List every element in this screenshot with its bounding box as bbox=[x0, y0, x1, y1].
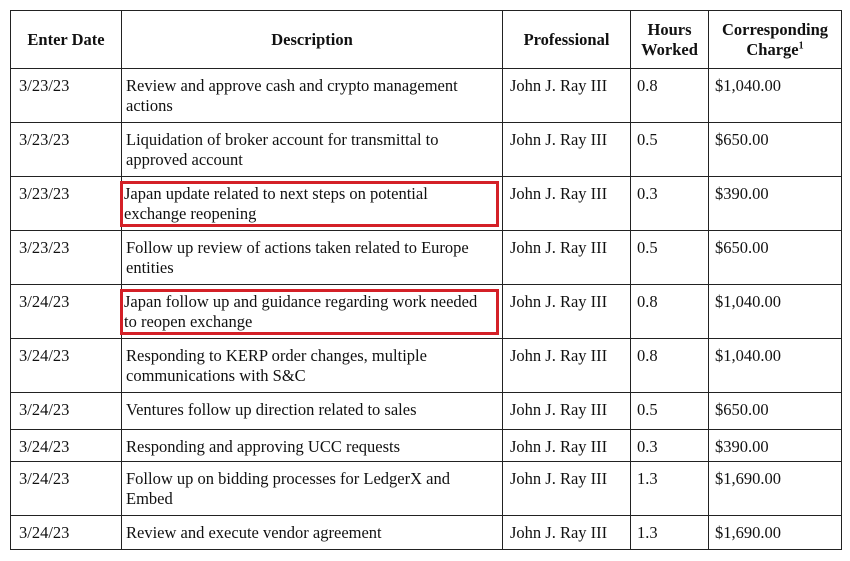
header-hours-line1: Hours bbox=[647, 19, 692, 39]
entry-hours-cell bbox=[631, 285, 709, 339]
entry-professional-cell bbox=[503, 123, 631, 177]
entry-date: 3/24/23 bbox=[19, 346, 70, 365]
entry-hours-cell bbox=[631, 393, 709, 430]
entry-professional: John J. Ray III bbox=[510, 346, 608, 365]
entry-professional-cell bbox=[503, 231, 631, 285]
entry-hours-cell bbox=[631, 339, 709, 393]
entry-charge-cell bbox=[709, 339, 842, 393]
entry-professional-cell bbox=[503, 69, 631, 123]
entry-description-cell bbox=[122, 430, 503, 462]
entry-date-cell bbox=[11, 231, 122, 285]
table-row bbox=[11, 177, 842, 231]
header-charge-line1: Corresponding bbox=[721, 19, 829, 39]
entry-professional-cell bbox=[503, 516, 631, 550]
header-professional: Professional bbox=[503, 11, 631, 69]
entry-charge-cell bbox=[709, 393, 842, 430]
table-row bbox=[11, 231, 842, 285]
entry-charge: $1,690.00 bbox=[715, 523, 781, 542]
time-entries-table bbox=[10, 10, 842, 550]
table-row bbox=[11, 462, 842, 516]
entry-description-cell bbox=[122, 462, 503, 516]
entry-hours-cell bbox=[631, 516, 709, 550]
entry-charge-cell bbox=[709, 285, 842, 339]
entry-date-cell bbox=[11, 339, 122, 393]
entry-professional: John J. Ray III bbox=[510, 184, 608, 203]
header-hours-worked bbox=[631, 11, 709, 69]
entry-description-cell bbox=[122, 123, 503, 177]
entry-charge: $390.00 bbox=[715, 184, 769, 203]
entry-date-cell bbox=[11, 285, 122, 339]
entry-description: Follow up review of actions taken related to Europe entities bbox=[126, 238, 469, 277]
entry-date: 3/24/23 bbox=[19, 523, 70, 542]
entry-hours: 0.8 bbox=[637, 76, 658, 95]
table-row bbox=[11, 339, 842, 393]
entry-professional: John J. Ray III bbox=[510, 238, 608, 257]
entry-professional-cell bbox=[503, 393, 631, 430]
table-row bbox=[11, 393, 842, 430]
entry-date: 3/24/23 bbox=[19, 292, 70, 311]
entry-date: 3/23/23 bbox=[19, 130, 70, 149]
table-header-row bbox=[11, 11, 842, 69]
entry-date: 3/24/23 bbox=[19, 437, 70, 456]
entry-description: Review and execute vendor agreement bbox=[126, 523, 382, 542]
entry-charge: $650.00 bbox=[715, 400, 769, 419]
entry-description-cell bbox=[122, 285, 503, 339]
entry-charge-cell bbox=[709, 430, 842, 462]
entry-professional: John J. Ray III bbox=[510, 523, 608, 542]
entry-hours-cell bbox=[631, 123, 709, 177]
entry-hours: 0.5 bbox=[637, 130, 658, 149]
entry-description-cell bbox=[122, 177, 503, 231]
entry-hours: 1.3 bbox=[637, 523, 658, 542]
entry-professional-cell bbox=[503, 285, 631, 339]
entry-hours: 0.5 bbox=[637, 238, 658, 257]
table-row bbox=[11, 516, 842, 550]
footnote-marker: 1 bbox=[798, 40, 804, 51]
entry-hours: 0.8 bbox=[637, 346, 658, 365]
entry-charge: $1,690.00 bbox=[715, 469, 781, 488]
entry-hours-cell bbox=[631, 462, 709, 516]
entry-hours: 0.5 bbox=[637, 400, 658, 419]
entry-professional-cell bbox=[503, 462, 631, 516]
entry-date-cell bbox=[11, 430, 122, 462]
highlighted-entry-description: Japan follow up and guidance regarding work needed to reopen exchange bbox=[123, 292, 496, 332]
entry-date-cell bbox=[11, 123, 122, 177]
entry-hours: 0.3 bbox=[637, 184, 658, 203]
table-row bbox=[11, 123, 842, 177]
table-row bbox=[11, 430, 842, 462]
entry-description-cell bbox=[122, 393, 503, 430]
entry-description: Responding to KERP order changes, multiple communications with S&C bbox=[126, 346, 427, 385]
entry-date-cell bbox=[11, 516, 122, 550]
entry-charge: $650.00 bbox=[715, 130, 769, 149]
entry-professional-cell bbox=[503, 339, 631, 393]
entry-charge: $1,040.00 bbox=[715, 346, 781, 365]
entry-description-cell bbox=[122, 231, 503, 285]
entry-date: 3/23/23 bbox=[19, 238, 70, 257]
entry-description: Review and approve cash and crypto management actions bbox=[126, 76, 458, 115]
entry-date: 3/24/23 bbox=[19, 400, 70, 419]
entry-charge: $650.00 bbox=[715, 238, 769, 257]
entry-date-cell bbox=[11, 462, 122, 516]
entry-charge-cell bbox=[709, 177, 842, 231]
entry-date-cell bbox=[11, 69, 122, 123]
highlighted-entry-description: Japan update related to next steps on potential exchange reopening bbox=[123, 184, 496, 224]
entry-date: 3/23/23 bbox=[19, 76, 70, 95]
entry-charge: $1,040.00 bbox=[715, 76, 781, 95]
entry-charge-cell bbox=[709, 231, 842, 285]
table-row bbox=[11, 285, 842, 339]
entry-professional: John J. Ray III bbox=[510, 400, 608, 419]
entry-description: Liquidation of broker account for transmittal to approved account bbox=[126, 130, 439, 169]
entry-hours: 0.3 bbox=[637, 437, 658, 456]
entry-date-cell bbox=[11, 393, 122, 430]
entry-charge-cell bbox=[709, 123, 842, 177]
entry-charge: $1,040.00 bbox=[715, 292, 781, 311]
header-charge-line2: Charge bbox=[746, 39, 799, 59]
entry-charge-cell bbox=[709, 69, 842, 123]
entry-professional: John J. Ray III bbox=[510, 469, 608, 488]
entry-description: Follow up on bidding processes for LedgerX and Embed bbox=[126, 469, 450, 508]
header-description: Description bbox=[122, 11, 503, 69]
entry-description-cell bbox=[122, 339, 503, 393]
entry-professional-cell bbox=[503, 177, 631, 231]
entry-hours: 0.8 bbox=[637, 292, 658, 311]
entry-description: Ventures follow up direction related to sales bbox=[126, 400, 417, 419]
entry-professional: John J. Ray III bbox=[510, 292, 608, 311]
entry-hours: 1.3 bbox=[637, 469, 658, 488]
entry-charge-cell bbox=[709, 462, 842, 516]
table-row bbox=[11, 69, 842, 123]
entry-date-cell bbox=[11, 177, 122, 231]
entry-professional: John J. Ray III bbox=[510, 437, 608, 456]
header-enter-date: Enter Date bbox=[11, 11, 122, 69]
entry-hours-cell bbox=[631, 231, 709, 285]
entry-hours-cell bbox=[631, 69, 709, 123]
entry-professional-cell bbox=[503, 430, 631, 462]
header-hours-line2: Worked bbox=[641, 39, 698, 59]
entry-description-cell bbox=[122, 69, 503, 123]
entry-professional: John J. Ray III bbox=[510, 76, 608, 95]
entry-date: 3/23/23 bbox=[19, 184, 70, 203]
entry-charge-cell bbox=[709, 516, 842, 550]
header-corresponding-charge bbox=[709, 11, 842, 69]
entry-description-cell bbox=[122, 516, 503, 550]
entry-professional: John J. Ray III bbox=[510, 130, 608, 149]
entry-description: Responding and approving UCC requests bbox=[126, 437, 401, 456]
entry-hours-cell bbox=[631, 177, 709, 231]
entry-hours-cell bbox=[631, 430, 709, 462]
entry-date: 3/24/23 bbox=[19, 469, 70, 488]
entry-charge: $390.00 bbox=[715, 437, 769, 456]
